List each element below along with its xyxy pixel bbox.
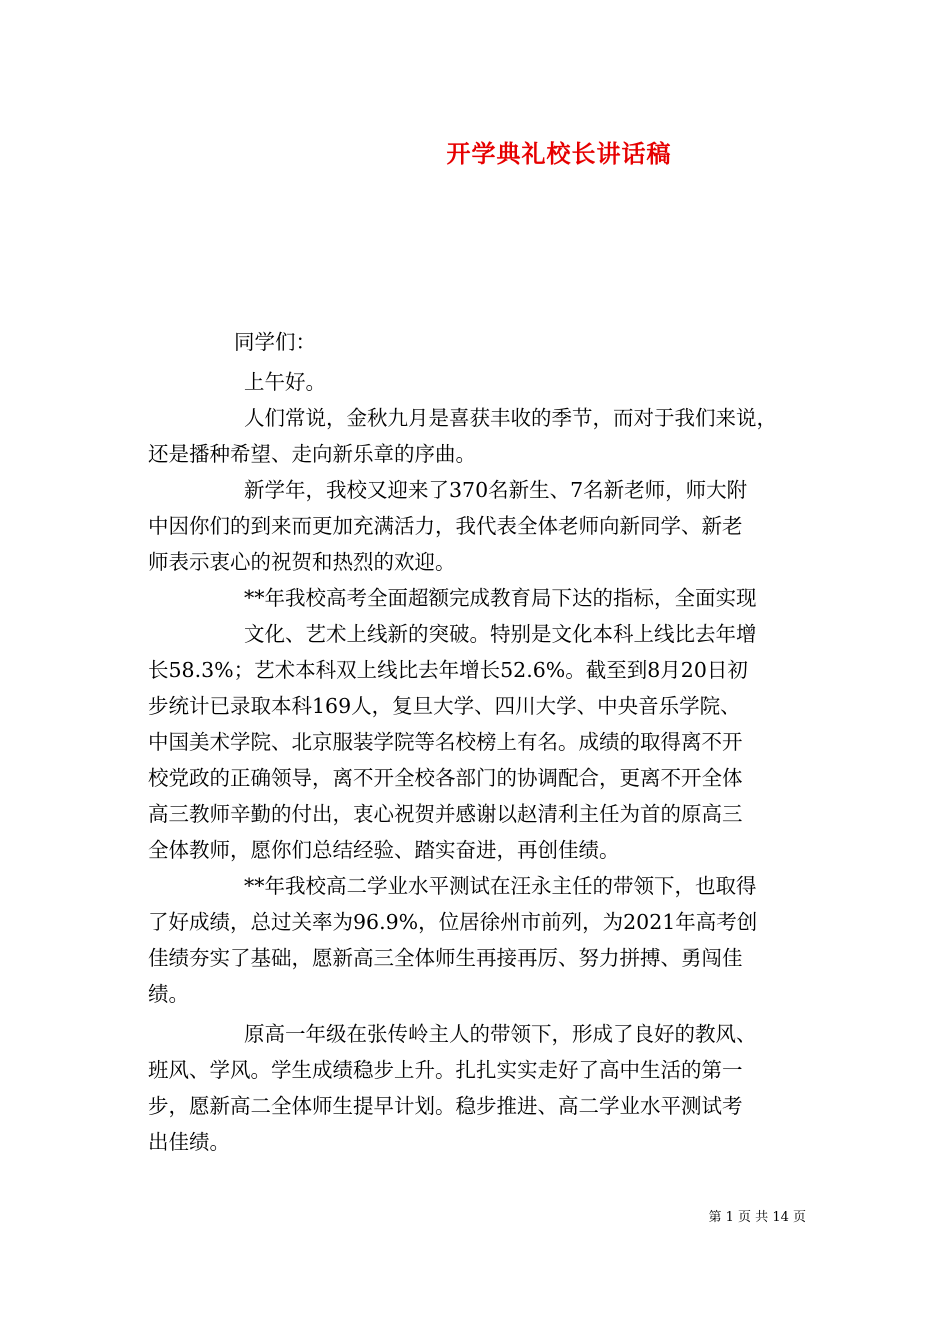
- text-line: 校党政的正确领导，离不开全校各部门的协调配合，更离不开全体: [148, 766, 743, 790]
- text-line: 了好成绩，总过关率为96.9%，位居徐州市前列，为2021年高考创: [148, 910, 758, 934]
- text-line: 新学年，我校又迎来了370名新生、7名新老师，师大附: [244, 478, 748, 502]
- text-line: 长58.3%；艺术本科双上线比去年增长52.6%。截至到8月20日初: [148, 658, 748, 682]
- text-line: 原高一年级在张传岭主人的带领下，形成了良好的教风、: [244, 1022, 757, 1046]
- text-line: 佳绩夯实了基础，愿新高三全体师生再接再厉、努力拼搏、勇闯佳: [148, 946, 743, 970]
- text-line: 中因你们的到来而更加充满活力，我代表全体老师向新同学、新老: [148, 514, 743, 538]
- text-line: 步统计已录取本科169人，复旦大学、四川大学、中央音乐学院、: [148, 694, 741, 718]
- text-line: 高三教师辛勤的付出，衷心祝贺并感谢以赵清利主任为首的原高三: [148, 802, 743, 826]
- text-line: **年我校高二学业水平测试在汪永主任的带领下，也取得: [244, 874, 757, 898]
- text-line: **年我校高考全面超额完成教育局下达的指标，全面实现: [244, 586, 757, 610]
- text-line: 还是播种希望、走向新乐章的序曲。: [148, 442, 476, 466]
- text-line: 师表示衷心的祝贺和热烈的欢迎。: [148, 550, 456, 574]
- text-line: 文化、艺术上线新的突破。特别是文化本科上线比去年增: [244, 622, 757, 646]
- text-line: 上午好。: [244, 370, 326, 394]
- text-line: 中国美术学院、北京服装学院等名校榜上有名。成绩的取得离不开: [148, 730, 743, 754]
- text-line: 全体教师，愿你们总结经验、踏实奋进，再创佳绩。: [148, 838, 620, 862]
- text-line: 绩。: [148, 982, 189, 1006]
- text-line: 人们常说，金秋九月是喜获丰收的季节，而对于我们来说，: [244, 406, 777, 430]
- text-line: 同学们：: [234, 330, 316, 354]
- text-line: 出佳绩。: [148, 1130, 230, 1154]
- text-line: 班风、学风。学生成绩稳步上升。扎扎实实走好了高中生活的第一: [148, 1058, 743, 1082]
- document-title: 开学典礼校长讲话稿: [446, 139, 672, 168]
- page-number-footer: 第 1 页 共 14 页: [708, 1210, 806, 1225]
- text-line: 步，愿新高二全体师生提早计划。稳步推进、高二学业水平测试考: [148, 1094, 743, 1118]
